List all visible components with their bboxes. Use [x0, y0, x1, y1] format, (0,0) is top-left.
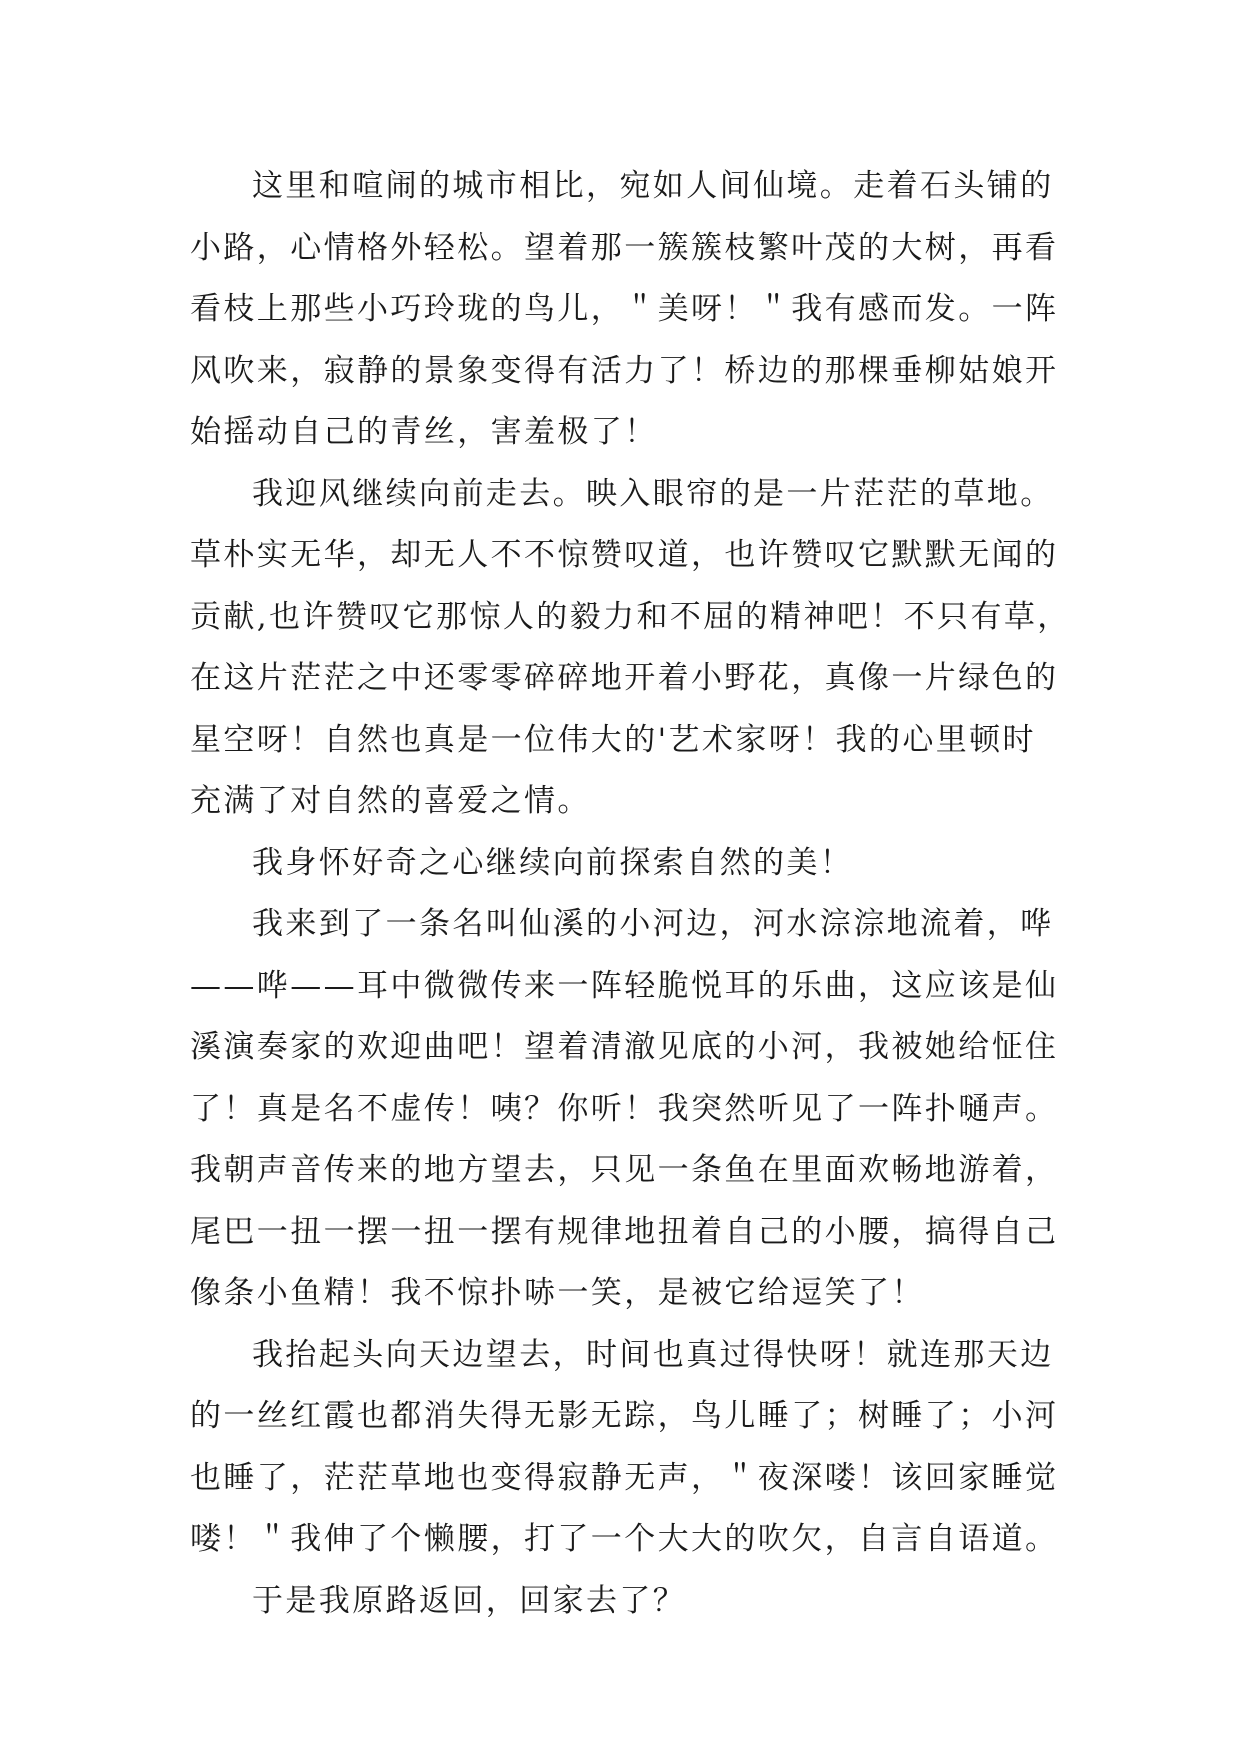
text-line: 喽！＂我伸了个懒腰，打了一个大大的吹欠，自言自语道。	[190, 1521, 1059, 1557]
paragraph-first-line: 这里和喧闹的城市相比，宛如人间仙境。走着石头铺的	[252, 168, 1054, 204]
text-line: 也睡了，茫茫草地也变得寂静无声，＂夜深喽！该回家睡觉	[190, 1459, 1059, 1496]
text-line: 的一丝红霞也都消失得无影无踪，鸟儿睡了；树睡了；小河	[190, 1398, 1059, 1434]
text-line: 草朴实无华，却无人不不惊赞叹道，也许赞叹它默默无闻的	[190, 537, 1059, 573]
paragraph-first-line: 我来到了一条名叫仙溪的小河边，河水淙淙地流着，哗	[252, 906, 1054, 942]
text-line: 溪演奏家的欢迎曲吧！望着清澈见底的小河，我被她给怔住	[190, 1029, 1059, 1065]
text-line: 看枝上那些小巧玲珑的鸟儿，＂美呀！＂我有感而发。一阵	[190, 291, 1059, 327]
paragraph-first-line: 我身怀好奇之心继续向前探索自然的美！	[252, 844, 854, 881]
paragraph-first-line: 于是我原路返回，回家去了？	[252, 1582, 687, 1619]
text-line: 了！真是名不虚传！咦？你听！我突然听见了一阵扑嗵声。	[190, 1090, 1059, 1127]
text-line: 像条小鱼精！我不惊扑哧一笑，是被它给逗笑了！	[190, 1275, 925, 1311]
text-line: 始摇动自己的青丝，害羞极了！	[190, 414, 658, 450]
text-line: 在这片茫茫之中还零零碎碎地开着小野花，真像一片绿色的	[190, 660, 1059, 696]
paragraph-first-line: 我抬起头向天边望去，时间也真过得快呀！就连那天边	[252, 1336, 1054, 1373]
essay-text	[190, 156, 1071, 1632]
text-line: 尾巴一扭一摆一扭一摆有规律地扭着自己的小腰，搞得自己	[190, 1213, 1059, 1250]
text-line: 贡献,也许赞叹它那惊人的毅力和不屈的精神吧！不只有草，	[190, 598, 1071, 635]
text-line: 风吹来，寂静的景象变得有活力了！桥边的那棵垂柳姑娘开	[190, 352, 1059, 389]
text-line: 小路，心情格外轻松。望着那一簇簇枝繁叶茂的大树，再看	[190, 229, 1059, 266]
paragraph-first-line: 我迎风继续向前走去。映入眼帘的是一片茫茫的草地。	[252, 475, 1054, 512]
text-line: ——哗——耳中微微传来一阵轻脆悦耳的乐曲，这应该是仙	[190, 967, 1059, 1004]
text-line: 充满了对自然的喜爱之情。	[190, 783, 591, 819]
text-line: 星空呀！自然也真是一位伟大的'艺术家呀！我的心里顿时	[190, 721, 1036, 758]
text-line: 我朝声音传来的地方望去，只见一条鱼在里面欢畅地游着，	[190, 1152, 1059, 1188]
